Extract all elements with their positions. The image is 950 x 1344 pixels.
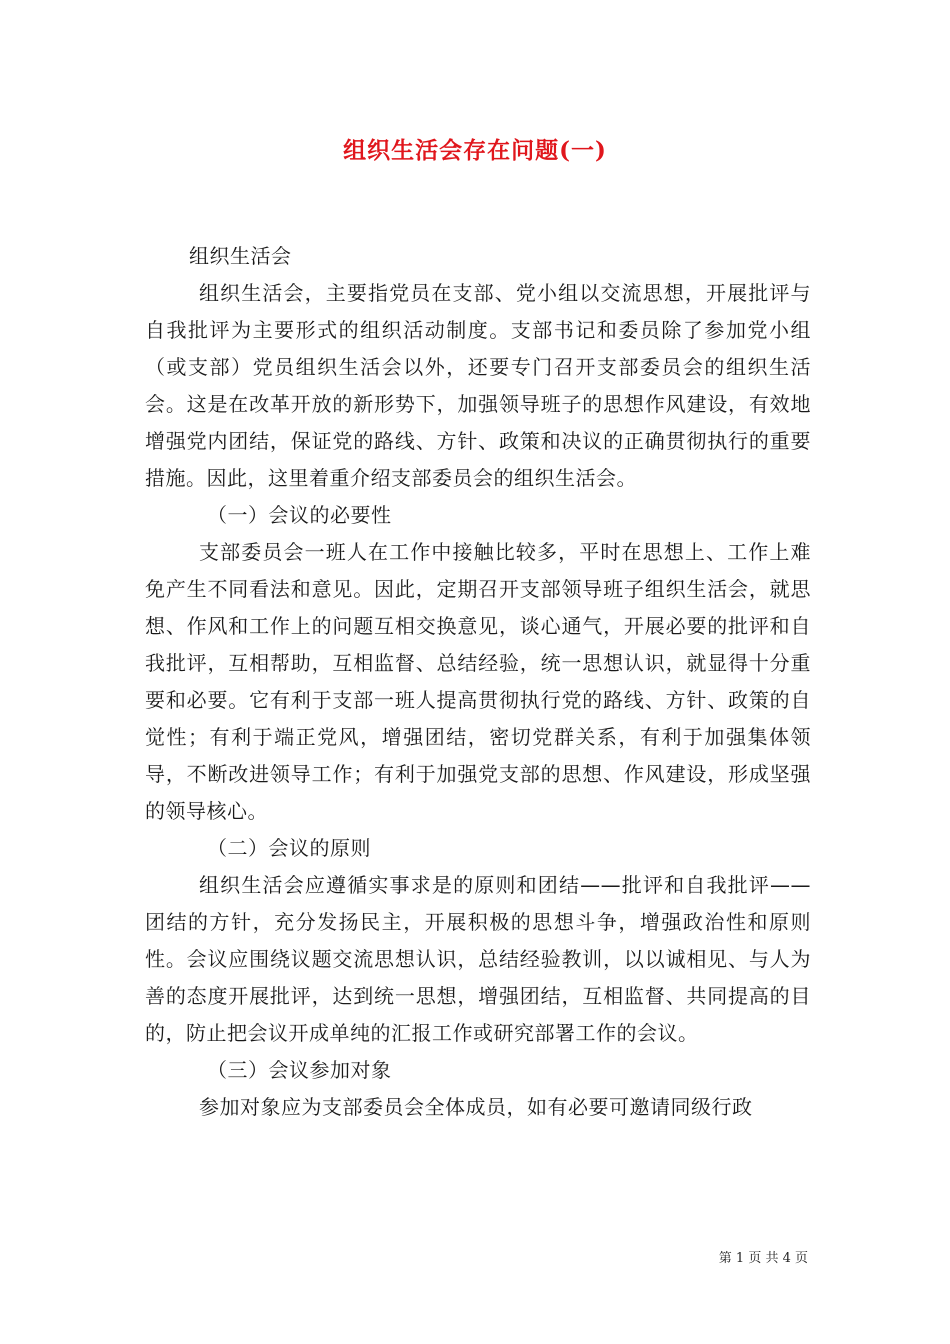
- document-body: [145, 238, 811, 1126]
- paragraph-participants: 参加对象应为支部委员会全体成员，如有必要可邀请同级行政: [199, 1095, 753, 1119]
- section-heading-participants: （三）会议参加对象: [207, 1058, 392, 1082]
- paragraph-lead: 组织生活会: [189, 244, 292, 268]
- document-title: 组织生活会存在问题(一): [343, 137, 607, 164]
- paragraph-intro: 组织生活会，主要指党员在支部、党小组以交流思想，开展批评与自我批评为主要形式的组织活动制度。支部书记和委员除了参加党小组（或支部）党员组织生活会以外，还要专门召开支部委员会的组织生活会。这是在改革开放的新形势下，加强领导班子的思想作风建设，有效地增强党内团结，保证党的路线、方针、政策和决议的正确贯彻执行的重要措施。因此，这里着重介绍支部委员会的组织生活会。: [145, 281, 811, 490]
- section-heading-principle: （二）会议的原则: [207, 836, 371, 860]
- page-number: 第 1 页 共 4 页: [718, 1251, 808, 1266]
- section-heading-necessity: （一）会议的必要性: [207, 503, 392, 527]
- paragraph-necessity: 支部委员会一班人在工作中接触比较多，平时在思想上、工作上难免产生不同看法和意见。因此，定期召开支部领导班子组织生活会，就思想、作风和工作上的问题互相交换意见，谈心通气，开展必要的批评和自我批评，互相帮助，互相监督、总结经验，统一思想认识，就显得十分重要和必要。它有利于支部一班人提高贯彻执行党的路线、方针、政策的自觉性；有利于端正党风，增强团结，密切党群关系，有利于加强集体领导，不断改进领导工作；有利于加强党支部的思想、作风建设，形成坚强的领导核心。: [145, 540, 811, 823]
- paragraph-principle: 组织生活会应遵循实事求是的原则和团结——批评和自我批评——团结的方针，充分发扬民主，开展积极的思想斗争，增强政治性和原则性。会议应围绕议题交流思想认识，总结经验教训，以以诚相见、与人为善的态度开展批评，达到统一思想，增强团结，互相监督、共同提高的目的，防止把会议开成单纯的汇报工作或研究部署工作的会议。: [145, 873, 811, 1045]
